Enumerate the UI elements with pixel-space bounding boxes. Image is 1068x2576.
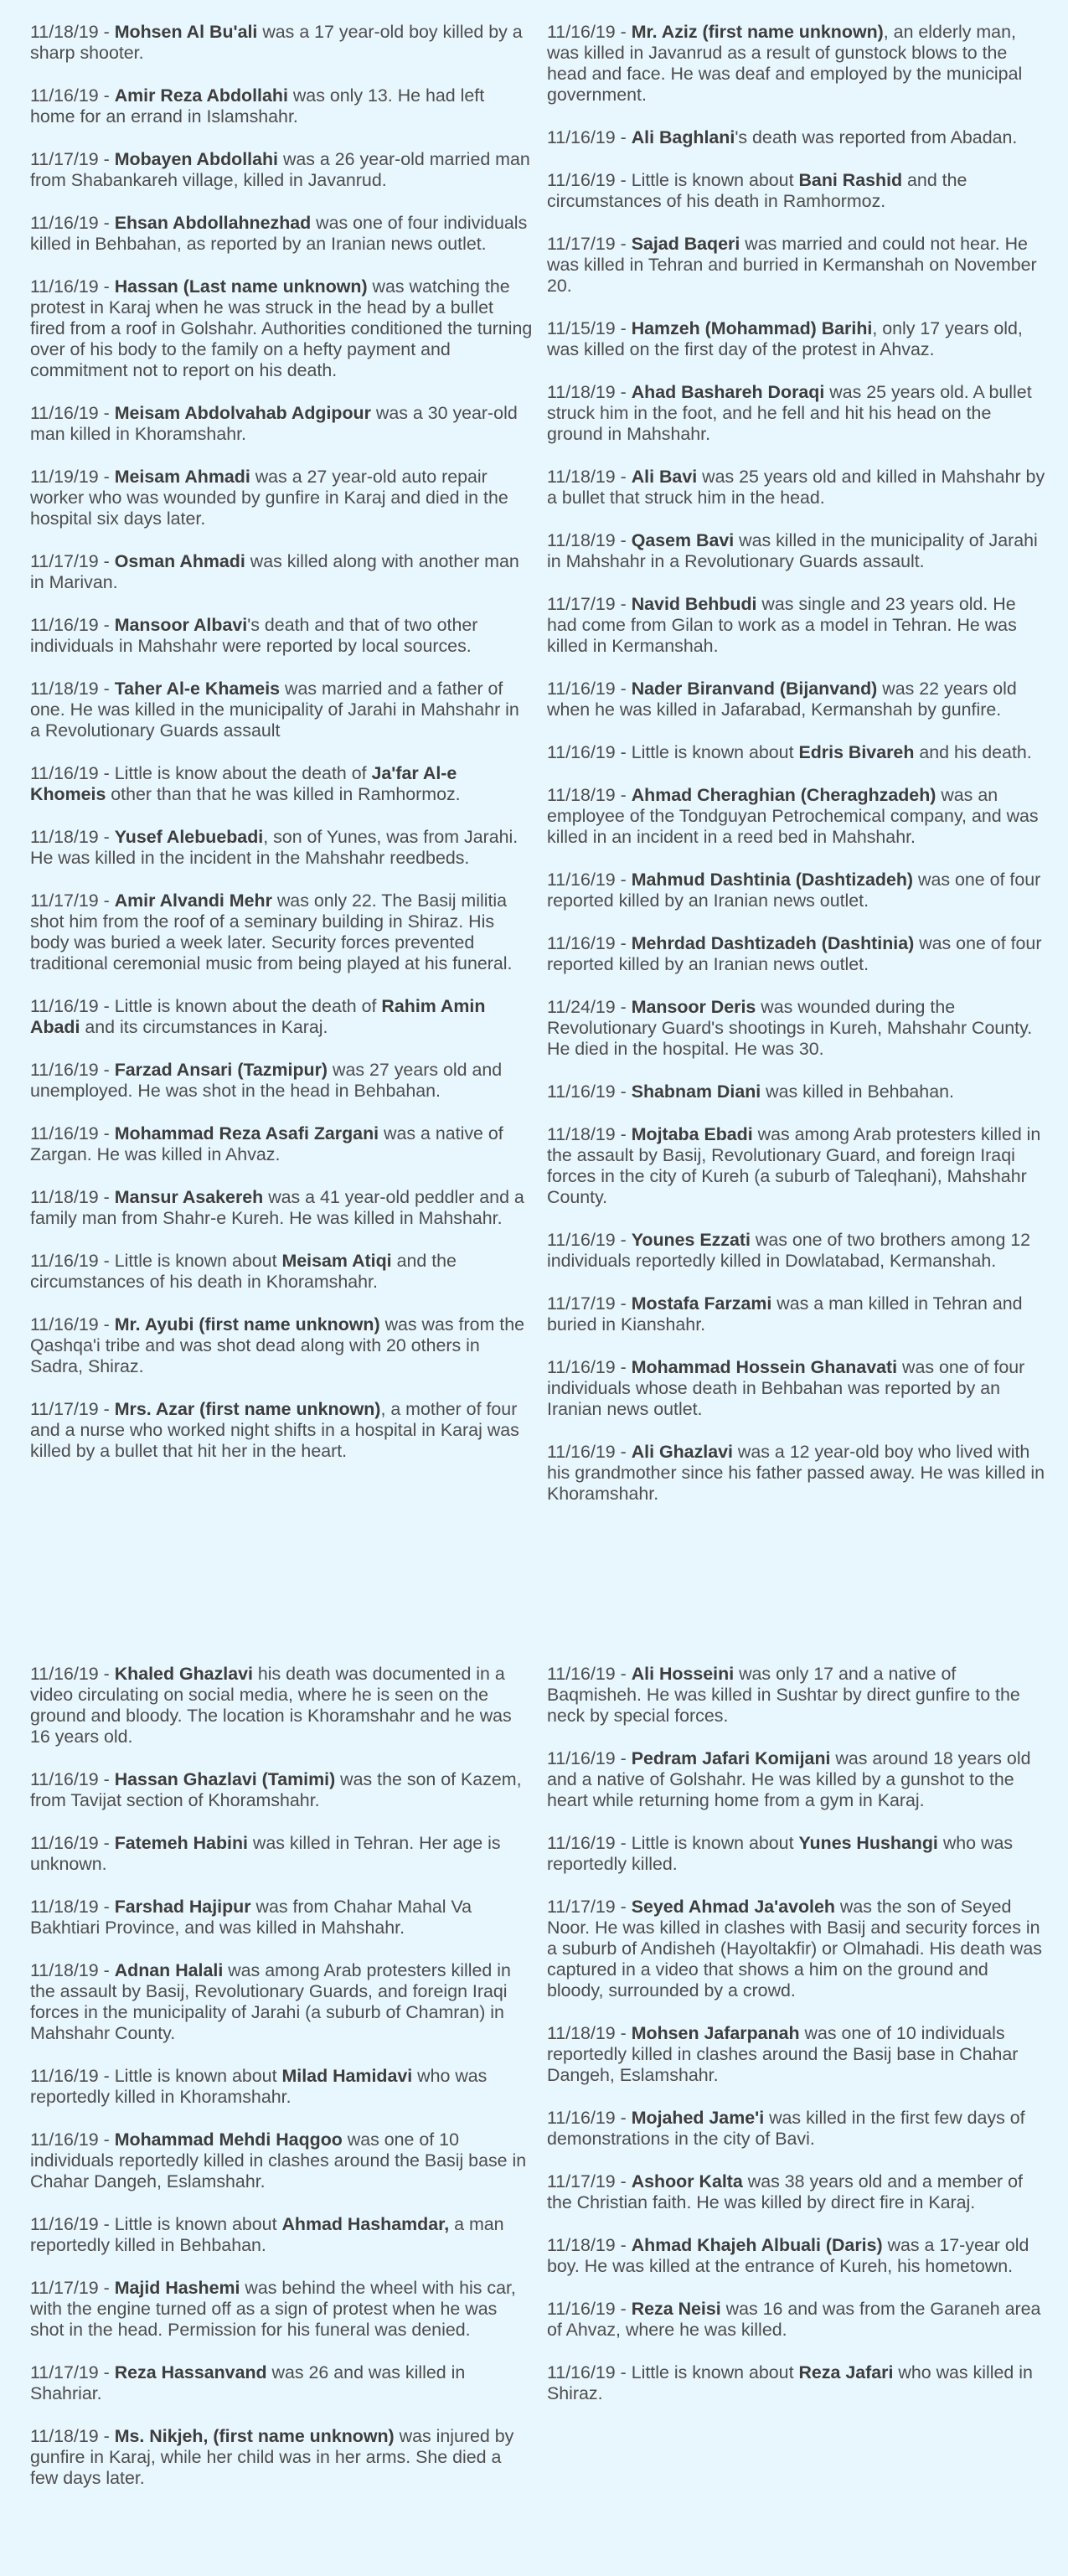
victim-entry: 11/18/19 - Ali Bavi was 25 years old and killed in Mahshahr by a bullet that struck him in the head.: [547, 467, 1045, 508]
victim-name: Hassan Ghazlavi (Tamimi): [114, 1769, 336, 1789]
entry-date: 11/16/19: [547, 2108, 616, 2128]
entry-date: 11/15/19: [547, 318, 616, 338]
victim-entry: 11/16/19 - Amir Reza Abdollahi was only 13. He had left home for an errand in Islamshahr.: [30, 85, 485, 126]
entry-date: 11/17/19: [30, 2362, 99, 2382]
entry-description: was a 12 year-old boy who lived with his grandmother since his father passed away. He was killed in Khoramshahr.: [547, 1442, 1045, 1504]
victim-name: Amir Reza Abdollahi: [114, 85, 288, 106]
entry-description: was a man killed in Tehran and buried in Kianshahr.: [547, 1293, 1023, 1334]
entry-description: was single and 23 years old. He had come from Gilan to work as a model in Tehran. He was killed in Kermanshah.: [547, 594, 1017, 656]
victim-name: Farshad Hajipur: [114, 1897, 251, 1917]
entry-description: 's death and that of two other individuals in Mahshahr were reported by local sources.: [30, 615, 478, 656]
victim-name: Nader Biranvand (Bijanvand): [631, 679, 878, 699]
entry-intro: Little is known about the death of: [114, 996, 382, 1016]
victim-name: Adnan Halali: [114, 1960, 224, 1980]
entry-date: 11/16/19: [547, 742, 616, 762]
entry-description: was wounded during the Revolutionary Guard's shootings in Kureh, Mahshahr County. He died in the hospital. He was 30.: [547, 997, 1033, 1059]
victim-entry: 11/17/19 - Amir Alvandi Mehr was only 22. The Basij militia shot him from the roof of a seminary building in Shiraz. His body was buried a week later. Security forces prevented traditional ceremonial music from being played at his funeral.: [30, 891, 513, 973]
victim-name: Ja'far Al-e Khomeis: [30, 763, 457, 804]
victim-name: Mansur Asakereh: [114, 1187, 264, 1207]
entry-date: 11/16/19: [547, 933, 616, 953]
entry-date: 11/18/19: [30, 1897, 99, 1917]
victim-name: Mansoor Albavi: [114, 615, 248, 635]
entry-date: 11/16/19: [547, 22, 616, 42]
entry-date: 11/17/19: [30, 149, 99, 169]
victim-name: Bani Rashid: [798, 170, 903, 190]
victim-entry: 11/17/19 - Mobayen Abdollahi was a 26 year-old married man from Shabankareh village, killed in Javanrud.: [30, 149, 530, 190]
victim-entry: 11/16/19 - Mahmud Dashtinia (Dashtizadeh) was one of four reported killed by an Iranian news outlet.: [547, 870, 1041, 911]
entry-description: was a 26 year-old married man from Shabankareh village, killed in Javanrud.: [30, 149, 530, 190]
victim-name: Mohsen Jafarpanah: [631, 2023, 800, 2043]
entry-date: 11/16/19: [547, 870, 616, 890]
entry-description: was behind the wheel with his car, with the engine turned off as a sign of protest when he was shot in the head. Permission for his funeral was denied.: [30, 2278, 516, 2340]
victim-name: Milad Hamidavi: [281, 2066, 413, 2086]
victim-name: Meisam Abdolvahab Adgipour: [114, 403, 371, 423]
entry-description: was married and a father of one. He was killed in the municipality of Jarahi in Mahshahr in a Revolutionary Guards assault: [30, 679, 519, 741]
entry-description: was the son of Seyed Noor. He was killed in clashes with Basij and security forces in a suburb of Andisheh (Hayoltakfir) or Olmahadi. His death was captured in a video that shows a him on the ground and bloody, surrounded by a crowd.: [547, 1897, 1042, 2000]
entry-block-left: [30, 22, 533, 1484]
victim-entry: 11/16/19 - Ali Hosseini was only 17 and a native of Baqmisheh. He was killed in Sushtar by direct gunfire to the neck by special forces.: [547, 1664, 1020, 1726]
victim-entry: 11/18/19 - Yusef Alebuebadi, son of Yunes, was from Jarahi. He was killed in the incident in the Mahshahr reedbeds.: [30, 827, 519, 868]
entry-description: was around 18 years old and a native of Golshahr. He was killed by a gunshot to the heart while returning home from a gym in Karaj.: [547, 1748, 1031, 1810]
victim-entry: 11/16/19 - Mohammad Reza Asafi Zargani was a native of Zargan. He was killed in Ahvaz.: [30, 1123, 503, 1164]
entry-description: other than that he was killed in Ramhormoz.: [106, 784, 461, 804]
entry-description: , only 17 years old, was killed on the first day of the protest in Ahvaz.: [547, 318, 1023, 359]
victim-entry: 11/16/19 - Little is known about Ahmad Hashamdar, a man reportedly killed in Behbahan.: [30, 2214, 504, 2255]
victim-name: Edris Bivareh: [798, 742, 915, 762]
entry-intro: Little is known about: [114, 2214, 282, 2234]
entry-description: was 38 years old and a member of the Christian faith. He was killed by direct fire in Karaj.: [547, 2171, 1023, 2212]
entry-description: 's death was reported from Abadan.: [735, 127, 1018, 147]
entry-date: 11/17/19: [30, 551, 99, 571]
entry-date: 11/16/19: [30, 1664, 99, 1684]
entry-description: who was killed in Shiraz.: [547, 2362, 1033, 2403]
victim-entry: 11/17/19 - Osman Ahmadi was killed along with another man in Marivan.: [30, 551, 519, 592]
entry-date: 11/18/19: [547, 2023, 616, 2043]
entry-intro: Little is known about: [114, 2066, 282, 2086]
victim-entry: 11/16/19 - Hassan Ghazlavi (Tamimi) was the son of Kazem, from Tavijat section of Khoramshahr.: [30, 1769, 522, 1810]
victim-entry: 11/16/19 - Mr. Ayubi (first name unknown) was was from the Qashqa'i tribe and was shot dead along with 20 others in Sadra, Shiraz.: [30, 1314, 524, 1376]
victim-entry: 11/18/19 - Taher Al-e Khameis was married and a father of one. He was killed in the municipality of Jarahi in Mahshahr in a Revolutionary Guards assault: [30, 679, 519, 741]
entry-date: 11/18/19: [547, 1124, 616, 1144]
entry-description: was killed along with another man in Marivan.: [30, 551, 519, 592]
victim-name: Hamzeh (Mohammad) Barihi: [631, 318, 873, 338]
victim-entry: 11/17/19 - Majid Hashemi was behind the wheel with his car, with the engine turned off as a sign of protest when he was shot in the head. Permission for his funeral was denied.: [30, 2278, 516, 2340]
victim-name: Ahmad Khajeh Albuali (Daris): [631, 2235, 883, 2255]
entry-description: was killed in Behbahan.: [761, 1082, 954, 1102]
victim-name: Fatemeh Habini: [114, 1833, 248, 1853]
entry-description: , a mother of four and a nurse who worked night shifts in a hospital in Karaj was killed by a bullet that hit her in the heart.: [30, 1399, 519, 1461]
victim-name: Amir Alvandi Mehr: [114, 891, 272, 911]
entry-description: was a 17 year-old boy killed by a sharp shooter.: [30, 22, 523, 63]
victim-entry: 11/16/19 - Farzad Ansari (Tazmipur) was 27 years old and unemployed. He was shot in the head in Behbahan.: [30, 1060, 503, 1101]
entry-description: and the circumstances of his death in Ramhormoz.: [547, 170, 967, 211]
victim-name: Mrs. Azar (first name unknown): [114, 1399, 381, 1419]
victim-name: Yunes Hushangi: [798, 1833, 938, 1853]
entry-date: 11/16/19: [547, 2299, 616, 2319]
victim-entry: 11/16/19 - Fatemeh Habini was killed in Tehran. Her age is unknown.: [30, 1833, 501, 1874]
victim-name: Rahim Amin Abadi: [30, 996, 486, 1037]
entry-description: was 22 years old when he was killed in Jafarabad, Kermanshah by gunfire.: [547, 679, 1017, 720]
entry-description: was only 22. The Basij militia shot him from the roof of a seminary building in Shiraz. His body was buried a week later. Security forces prevented traditional ceremonial music from being played at his funeral.: [30, 891, 513, 973]
victim-name: Mansoor Deris: [631, 997, 756, 1017]
entry-date: 11/18/19: [30, 1960, 99, 1980]
victim-entry: 11/16/19 - Nader Biranvand (Bijanvand) was 22 years old when he was killed in Jafarabad, Kermanshah by gunfire.: [547, 679, 1017, 720]
victim-name: Pedram Jafari Komijani: [631, 1748, 831, 1768]
entry-date: 11/17/19: [547, 1293, 616, 1314]
entry-description: a man reportedly killed in Behbahan.: [30, 2214, 504, 2255]
victim-entry: 11/15/19 - Hamzeh (Mohammad) Barihi, only 17 years old, was killed on the first day of the protest in Ahvaz.: [547, 318, 1023, 359]
entry-date: 11/16/19: [547, 1442, 616, 1462]
victim-name: Reza Jafari: [798, 2362, 894, 2382]
victim-name: Reza Hassanvand: [114, 2362, 267, 2382]
entry-date: 11/16/19: [547, 1664, 616, 1684]
entry-description: was one of four reported killed by an Iranian news outlet.: [547, 870, 1041, 911]
entry-date: 11/16/19: [30, 1060, 99, 1080]
victim-entry: 11/19/19 - Meisam Ahmadi was a 27 year-old auto repair worker who was wounded by gunfire in Karaj and died in the hospital six days later.: [30, 467, 508, 529]
victim-entry: 11/17/19 - Ashoor Kalta was 38 years old and a member of the Christian faith. He was killed by direct fire in Karaj.: [547, 2171, 1023, 2212]
victim-name: Mohsen Al Bu'ali: [114, 22, 258, 42]
entry-description: was watching the protest in Karaj when he was struck in the head by a bullet fired from a roof in Golshahr. Authorities conditioned the turning over of his body to the family on a hefty payment and commitment not to report on his death.: [30, 276, 533, 380]
entry-date: 11/16/19: [547, 679, 616, 699]
victim-entry: 11/17/19 - Mostafa Farzami was a man killed in Tehran and buried in Kianshahr.: [547, 1293, 1023, 1334]
entry-description: , an elderly man, was killed in Javanrud as a result of gunstock blows to the head and face. He was deaf and employed by the municipal government.: [547, 22, 1023, 105]
victim-name: Shabnam Diani: [631, 1082, 761, 1102]
entry-description: was one of four reported killed by an Iranian news outlet.: [547, 933, 1042, 974]
entry-date: 11/18/19: [30, 2426, 99, 2446]
entry-date: 11/17/19: [30, 1399, 99, 1419]
entry-date: 11/17/19: [30, 2278, 99, 2298]
entry-description: was married and could not hear. He was killed in Tehran and burried in Kermanshah on November 20.: [547, 234, 1037, 296]
victim-entry: 11/16/19 - Little is known about Yunes Hushangi who was reportedly killed.: [547, 1833, 1014, 1874]
victim-name: Farzad Ansari (Tazmipur): [114, 1060, 328, 1080]
entry-date: 11/16/19: [547, 1748, 616, 1768]
victim-name: Mojahed Jame'i: [631, 2108, 765, 2128]
victim-entry: 11/17/19 - Navid Behbudi was single and 23 years old. He had come from Gilan to work as a model in Tehran. He was killed in Kermanshah.: [547, 594, 1017, 656]
entry-date: 11/24/19: [547, 997, 616, 1017]
entry-intro: Little is known about: [631, 1833, 799, 1853]
victim-name: Khaled Ghazlavi: [114, 1664, 253, 1684]
entry-date: 11/16/19: [30, 1123, 99, 1143]
entry-description: was one of four individuals whose death in Behbahan was reported by an Iranian news outlet.: [547, 1357, 1025, 1419]
entry-description: was killed in the municipality of Jarahi in Mahshahr in a Revolutionary Guards assault.: [547, 530, 1038, 571]
victim-name: Mohammad Mehdi Haqgoo: [114, 2129, 343, 2150]
entry-description: was 25 years old and killed in Mahshahr by a bullet that struck him in the head.: [547, 467, 1045, 508]
victim-entry: 11/18/19 - Mohsen Al Bu'ali was a 17 year-old boy killed by a sharp shooter.: [30, 22, 523, 63]
victim-name: Sajad Baqeri: [631, 234, 740, 254]
victim-name: Ahmad Hashamdar,: [281, 2214, 450, 2234]
victim-name: Mobayen Abdollahi: [114, 149, 278, 169]
victim-entry: 11/16/19 - Little is known about Edris Bivareh and his death.: [547, 742, 1032, 762]
victim-entry: 11/16/19 - Little is known about Bani Rashid and the circumstances of his death in Ramhormoz.: [547, 170, 967, 211]
entry-date: 11/16/19: [30, 1769, 99, 1789]
entry-description: was only 17 and a native of Baqmisheh. He was killed in Sushtar by direct gunfire to the neck by special forces.: [547, 1664, 1020, 1726]
victim-entry: 11/17/19 - Mrs. Azar (first name unknown), a mother of four and a nurse who worked night shifts in a hospital in Karaj was killed by a bullet that hit her in the heart.: [30, 1399, 519, 1461]
entry-description: was one of four individuals killed in Behbahan, as reported by an Iranian news outlet.: [30, 213, 528, 254]
entry-date: 11/16/19: [30, 1251, 99, 1271]
entry-date: 11/18/19: [30, 827, 99, 847]
entry-description: was an employee of the Tondguyan Petrochemical company, and was killed in an incident in a reed bed in Mahshahr.: [547, 785, 1039, 847]
victim-name: Reza Neisi: [631, 2299, 721, 2319]
victim-entry: 11/17/19 - Reza Hassanvand was 26 and was killed in Shahriar.: [30, 2362, 466, 2403]
entry-date: 11/16/19: [547, 1230, 616, 1250]
entry-date: 11/16/19: [547, 127, 616, 147]
victim-entry: 11/18/19 - Ms. Nikjeh, (first name unknown) was injured by gunfire in Karaj, while her child was in her arms. She died a few days later.: [30, 2426, 514, 2488]
entry-date: 11/18/19: [30, 679, 99, 699]
victim-name: Ali Baghlani: [631, 127, 735, 147]
victim-name: Mohammad Reza Asafi Zargani: [114, 1123, 379, 1143]
victim-entry: 11/16/19 - Little is known about Meisam Atiqi and the circumstances of his death in Khoramshahr.: [30, 1251, 457, 1292]
entry-intro: Little is known about: [631, 742, 799, 762]
victim-name: Ali Hosseini: [631, 1664, 735, 1684]
entry-date: 11/16/19: [30, 85, 99, 106]
victim-name: Ali Ghazlavi: [631, 1442, 733, 1462]
entry-intro: Little is known about: [631, 170, 799, 190]
victim-entry: 11/18/19 - Qasem Bavi was killed in the municipality of Jarahi in Mahshahr in a Revolutionary Guards assault.: [547, 530, 1038, 571]
entry-block-left: [30, 1664, 533, 2511]
victim-name: Mohammad Hossein Ghanavati: [631, 1357, 898, 1377]
entry-description: was only 13. He had left home for an errand in Islamshahr.: [30, 85, 485, 126]
victim-entry: 11/17/19 - Sajad Baqeri was married and could not hear. He was killed in Tehran and burried in Kermanshah on November 20.: [547, 234, 1037, 296]
entry-description: and the circumstances of his death in Khoramshahr.: [30, 1251, 457, 1292]
victim-entry: 11/16/19 - Mohammad Hossein Ghanavati was one of four individuals whose death in Behbahan was reported by an Iranian news outlet.: [547, 1357, 1025, 1419]
entry-date: 11/16/19: [30, 2214, 99, 2234]
entry-description: was injured by gunfire in Karaj, while her child was in her arms. She died a few days later.: [30, 2426, 514, 2488]
entry-description: was among Arab protesters killed in the assault by Basij, Revolutionary Guard, and foreign Iraqi forces in the city of Kureh (a suburb of Taleqhani), Mahshahr County.: [547, 1124, 1041, 1207]
victim-entry: 11/18/19 - Mohsen Jafarpanah was one of 10 individuals reportedly killed in clashes around the Basij base in Chahar Dangeh, Eslamshahr.: [547, 2023, 1019, 2085]
victim-entry: 11/18/19 - Mansur Asakereh was a 41 year-old peddler and a family man from Shahr-e Kureh. He was killed in Mahshahr.: [30, 1187, 524, 1228]
victim-entry: 11/16/19 - Shabnam Diani was killed in Behbahan.: [547, 1082, 954, 1102]
entry-intro: Little is known about: [114, 1251, 282, 1271]
entry-intro: Little is known about: [631, 2362, 799, 2382]
victim-entry: 11/16/19 - Ali Ghazlavi was a 12 year-old boy who lived with his grandmother since his father passed away. He was killed in Khoramshahr.: [547, 1442, 1045, 1504]
victim-name: Ashoor Kalta: [631, 2171, 743, 2191]
entry-date: 11/18/19: [30, 22, 99, 42]
entry-description: his death was documented in a video circulating on social media, where he is seen on the ground and bloody. The location is Khoramshahr and he was 16 years old.: [30, 1664, 512, 1747]
victim-name: Meisam Atiqi: [281, 1251, 392, 1271]
entry-intro: Little is know about the death of: [114, 763, 372, 783]
entry-description: was the son of Kazem, from Tavijat section of Khoramshahr.: [30, 1769, 522, 1810]
entry-description: and its circumstances in Karaj.: [80, 1017, 328, 1037]
entry-description: was 25 years old. A bullet struck him in the foot, and he fell and hit his head on the ground in Mahshahr.: [547, 382, 1032, 444]
victim-name: Taher Al-e Khameis: [114, 679, 281, 699]
victim-name: Navid Behbudi: [631, 594, 757, 614]
victim-name: Ahad Bashareh Doraqi: [631, 382, 825, 402]
victim-name: Younes Ezzati: [631, 1230, 751, 1250]
entry-description: who was reportedly killed in Khoramshahr.: [30, 2066, 488, 2107]
entry-description: and his death.: [914, 742, 1032, 762]
victim-name: Ali Bavi: [631, 467, 698, 487]
victim-entry: 11/24/19 - Mansoor Deris was wounded during the Revolutionary Guard's shootings in Kureh, Mahshahr County. He died in the hospital. He was 30.: [547, 997, 1033, 1059]
victim-name: Ahmad Cheraghian (Cheraghzadeh): [631, 785, 936, 805]
victim-entry: 11/18/19 - Ahmad Khajeh Albuali (Daris) was a 17-year old boy. He was killed at the entrance of Kureh, his hometown.: [547, 2235, 1029, 2276]
entry-date: 11/19/19: [30, 467, 99, 487]
entry-description: who was reportedly killed.: [547, 1833, 1014, 1874]
victim-entry: 11/16/19 - Mansoor Albavi's death and that of two other individuals in Mahshahr were reported by local sources.: [30, 615, 478, 656]
entry-date: 11/17/19: [547, 1897, 616, 1917]
victim-entry: 11/16/19 - Little is known about the death of Rahim Amin Abadi and its circumstances in Karaj.: [30, 996, 486, 1037]
entry-description: was one of 10 individuals reportedly killed in clashes around the Basij base in Chahar Dangeh, Eslamshahr.: [547, 2023, 1019, 2085]
victim-entry: 11/16/19 - Mehrdad Dashtizadeh (Dashtinia) was one of four reported killed by an Iranian news outlet.: [547, 933, 1042, 974]
victim-name: Meisam Ahmadi: [114, 467, 250, 487]
entry-block-right: [547, 1664, 1050, 2426]
entry-date: 11/18/19: [547, 382, 616, 402]
victim-entry: 11/16/19 - Reza Neisi was 16 and was from the Garaneh area of Ahvaz, where he was killed.: [547, 2299, 1041, 2340]
entry-description: was a 17-year old boy. He was killed at the entrance of Kureh, his hometown.: [547, 2235, 1029, 2276]
entry-date: 11/16/19: [30, 403, 99, 423]
entry-date: 11/16/19: [547, 170, 616, 190]
entry-date: 11/16/19: [30, 763, 99, 783]
entry-date: 11/16/19: [30, 996, 99, 1016]
entry-date: 11/16/19: [547, 1082, 616, 1102]
entry-description: was from Chahar Mahal Va Bakhtiari Province, and was killed in Mahshahr.: [30, 1897, 472, 1938]
entry-date: 11/17/19: [30, 891, 99, 911]
victim-entry: 11/16/19 - Younes Ezzati was one of two brothers among 12 individuals reportedly killed in Dowlatabad, Kermanshah.: [547, 1230, 1031, 1271]
victim-name: Mr. Ayubi (first name unknown): [114, 1314, 380, 1334]
victim-entry: 11/16/19 - Little is known about Reza Jafari who was killed in Shiraz.: [547, 2362, 1033, 2403]
entry-date: 11/16/19: [30, 615, 99, 635]
victim-entry: 11/18/19 - Adnan Halali was among Arab protesters killed in the assault by Basij, Revolutionary Guards, and foreign Iraqi forces in the municipality of Jarahi (a suburb of Chamran) in Mahshahr County.: [30, 1960, 511, 2043]
victim-entry: 11/16/19 - Mohammad Mehdi Haqgoo was one of 10 individuals reportedly killed in clashes around the Basij base in Chahar Dangeh, Eslamshahr.: [30, 2129, 527, 2191]
entry-date: 11/17/19: [547, 594, 616, 614]
entry-date: 11/18/19: [30, 1187, 99, 1207]
entry-description: was one of two brothers among 12 individuals reportedly killed in Dowlatabad, Kermanshah.: [547, 1230, 1031, 1271]
victim-name: Majid Hashemi: [114, 2278, 240, 2298]
victim-name: Seyed Ahmad Ja'avoleh: [631, 1897, 835, 1917]
entry-description: was was from the Qashqa'i tribe and was shot dead along with 20 others in Sadra, Shiraz.: [30, 1314, 524, 1376]
victim-entry: 11/16/19 - Little is known about Milad Hamidavi who was reportedly killed in Khoramshahr.: [30, 2066, 488, 2107]
victim-entry: 11/16/19 - Mojahed Jame'i was killed in the first few days of demonstrations in the city of Bavi.: [547, 2108, 1025, 2149]
entry-date: 11/18/19: [547, 530, 616, 550]
entry-date: 11/17/19: [547, 234, 616, 254]
entry-date: 11/18/19: [547, 467, 616, 487]
entry-date: 11/16/19: [30, 2129, 99, 2150]
victim-entry: 11/16/19 - Meisam Abdolvahab Adgipour was a 30 year-old man killed in Khoramshahr.: [30, 403, 518, 444]
entry-description: was one of 10 individuals reportedly killed in clashes around the Basij base in Chahar Dangeh, Eslamshahr.: [30, 2129, 527, 2191]
victim-name: Mahmud Dashtinia (Dashtizadeh): [631, 870, 914, 890]
entry-date: 11/16/19: [547, 1357, 616, 1377]
entry-date: 11/16/19: [30, 1314, 99, 1334]
victim-name: Mehrdad Dashtizadeh (Dashtinia): [631, 933, 915, 953]
victim-entry: 11/16/19 - Ehsan Abdollahnezhad was one of four individuals killed in Behbahan, as reported by an Iranian news outlet.: [30, 213, 528, 254]
victim-entry: 11/16/19 - Ali Baghlani's death was reported from Abadan.: [547, 127, 1018, 147]
victim-entry: 11/16/19 - Little is know about the death of Ja'far Al-e Khomeis other than that he was killed in Ramhormoz.: [30, 763, 461, 804]
victim-entry: 11/18/19 - Mojtaba Ebadi was among Arab protesters killed in the assault by Basij, Revolutionary Guard, and foreign Iraqi forces in the city of Kureh (a suburb of Taleqhani), Mahshahr County.: [547, 1124, 1041, 1207]
entry-date: 11/18/19: [547, 2235, 616, 2255]
entry-description: was 27 years old and unemployed. He was shot in the head in Behbahan.: [30, 1060, 503, 1101]
entry-description: was among Arab protesters killed in the assault by Basij, Revolutionary Guards, and foreign Iraqi forces in the municipality of Jarahi (a suburb of Chamran) in Mahshahr County.: [30, 1960, 511, 2043]
entry-description: was killed in Tehran. Her age is unknown.: [30, 1833, 501, 1874]
entry-description: was 16 and was from the Garaneh area of Ahvaz, where he was killed.: [547, 2299, 1041, 2340]
entry-block-right: [547, 22, 1050, 1526]
entry-description: was a 41 year-old peddler and a family man from Shahr-e Kureh. He was killed in Mahshahr.: [30, 1187, 524, 1228]
victim-name: Ehsan Abdollahnezhad: [114, 213, 312, 233]
victim-name: Ms. Nikjeh, (first name unknown): [114, 2426, 395, 2446]
entry-date: 11/16/19: [30, 213, 99, 233]
victim-name: Hassan (Last name unknown): [114, 276, 368, 297]
victim-entry: 11/16/19 - Khaled Ghazlavi his death was documented in a video circulating on social media, where he is seen on the ground and bloody. The location is Khoramshahr and he was 16 years old.: [30, 1664, 512, 1747]
victim-name: Mostafa Farzami: [631, 1293, 772, 1314]
victim-entry: 11/18/19 - Ahmad Cheraghian (Cheraghzadeh) was an employee of the Tondguyan Petrochemical company, and was killed in an incident in a reed bed in Mahshahr.: [547, 785, 1039, 847]
entry-date: 11/16/19: [30, 276, 99, 297]
entry-date: 11/18/19: [547, 785, 616, 805]
victim-name: Mojtaba Ebadi: [631, 1124, 753, 1144]
entry-description: , son of Yunes, was from Jarahi. He was killed in the incident in the Mahshahr reedbeds.: [30, 827, 519, 868]
entry-date: 11/16/19: [547, 1833, 616, 1853]
victim-entry: 11/16/19 - Hassan (Last name unknown) was watching the protest in Karaj when he was struck in the head by a bullet fired from a roof in Golshahr. Authorities conditioned the turning over of his body to the family on a hefty payment and commitment not to report on his death.: [30, 276, 533, 380]
entry-description: was a 30 year-old man killed in Khoramshahr.: [30, 403, 518, 444]
victim-entry: 11/18/19 - Farshad Hajipur was from Chahar Mahal Va Bakhtiari Province, and was killed in Mahshahr.: [30, 1897, 472, 1938]
victim-name: Mr. Aziz (first name unknown): [631, 22, 884, 42]
entry-date: 11/17/19: [547, 2171, 616, 2191]
victim-name: Qasem Bavi: [631, 530, 735, 550]
victim-entry: 11/18/19 - Ahad Bashareh Doraqi was 25 years old. A bullet struck him in the foot, and he fell and hit his head on the ground in Mahshahr.: [547, 382, 1032, 444]
victim-entry: 11/17/19 - Seyed Ahmad Ja'avoleh was the son of Seyed Noor. He was killed in clashes with Basij and security forces in a suburb of Andisheh (Hayoltakfir) or Olmahadi. His death was captured in a video that shows a him on the ground and bloody, surrounded by a crowd.: [547, 1897, 1042, 2000]
victim-entry: 11/16/19 - Mr. Aziz (first name unknown), an elderly man, was killed in Javanrud as a result of gunstock blows to the head and face. He was deaf and employed by the municipal government.: [547, 22, 1023, 105]
victim-entry: 11/16/19 - Pedram Jafari Komijani was around 18 years old and a native of Golshahr. He was killed by a gunshot to the heart while returning home from a gym in Karaj.: [547, 1748, 1031, 1810]
entry-date: 11/16/19: [30, 2066, 99, 2086]
entry-date: 11/16/19: [30, 1833, 99, 1853]
victim-name: Yusef Alebuebadi: [114, 827, 264, 847]
victim-name: Osman Ahmadi: [114, 551, 245, 571]
entry-date: 11/16/19: [547, 2362, 616, 2382]
entry-description: was killed in the first few days of demonstrations in the city of Bavi.: [547, 2108, 1025, 2149]
entry-description: was a 27 year-old auto repair worker who was wounded by gunfire in Karaj and died in the hospital six days later.: [30, 467, 508, 529]
entry-description: was a native of Zargan. He was killed in Ahvaz.: [30, 1123, 503, 1164]
entry-description: was 26 and was killed in Shahriar.: [30, 2362, 466, 2403]
